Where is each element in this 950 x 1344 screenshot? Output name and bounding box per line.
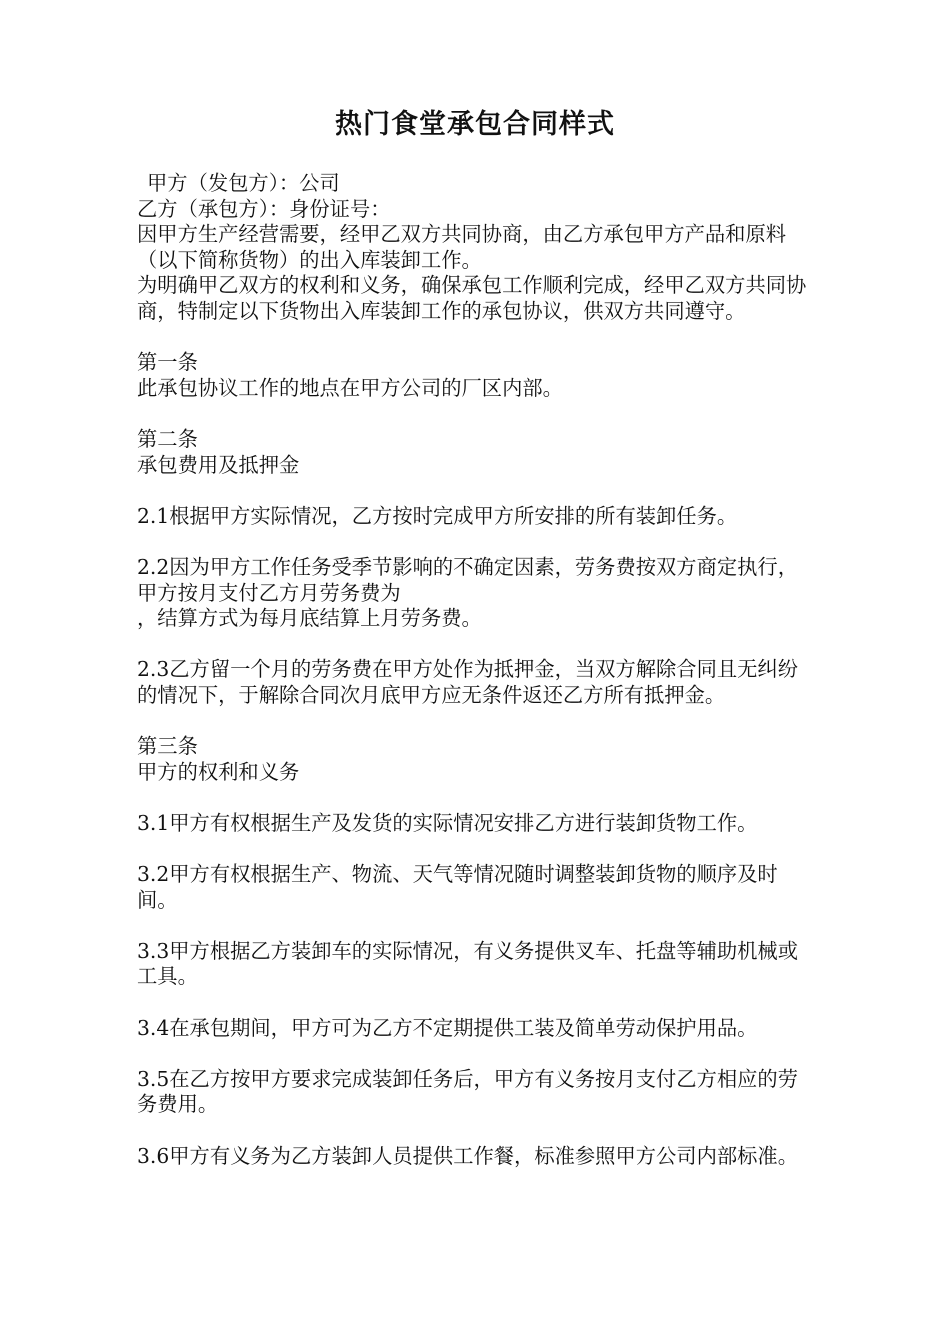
- blank-line: [137, 990, 817, 1016]
- document-title: 热门食堂承包合同样式: [335, 109, 615, 140]
- article-3-subtitle: 甲方的权利和义务: [137, 759, 300, 784]
- paragraph-intro: 因甲方生产经营需要，经甲乙双方共同协商，由乙方承包甲方产品和原料（以下简称货物）的出入库装卸工作。: [137, 222, 787, 272]
- clause-3-4: 3.4在承包期间，甲方可为乙方不定期提供工装及简单劳动保护用品。: [137, 1015, 758, 1040]
- paragraph-party-b: 乙方（承包方）：身份证号：: [137, 196, 391, 221]
- article-1-text: 此承包协议工作的地点在甲方公司的厂区内部。: [137, 375, 563, 400]
- clause-3-3: 3.3甲方根据乙方装卸车的实际情况，有义务提供叉车、托盘等辅助机械或工具。: [137, 938, 798, 989]
- blank-line: [137, 401, 817, 427]
- blank-line: [137, 1041, 817, 1067]
- article-2-subtitle: 承包费用及抵押金: [137, 452, 300, 477]
- document-body: [137, 171, 817, 1169]
- clause-2-2-continued: ，结算方式为每月底结算上月劳务费。: [137, 606, 482, 631]
- blank-line: [137, 529, 817, 555]
- clause-3-2: 3.2甲方有权根据生产、物流、天气等情况随时调整装卸货物的顺序及时间。: [137, 862, 778, 912]
- blank-line: [137, 325, 817, 351]
- blank-line: [137, 708, 817, 734]
- clause-3-1: 3.1甲方有权根据生产及发货的实际情况安排乙方进行装卸货物工作。: [137, 810, 758, 835]
- clause-2-3: 2.3乙方留一个月的劳务费在甲方处作为抵押金，当双方解除合同且无纠纷的情况下，于解除合同次月底甲方应无条件返还乙方所有抵押金。: [137, 657, 798, 707]
- article-1-heading: 第一条: [137, 350, 198, 375]
- blank-line: [137, 836, 817, 862]
- clause-3-5: 3.5在乙方按甲方要求完成装卸任务后，甲方有义务按月支付乙方相应的劳务费用。: [137, 1066, 798, 1117]
- paragraph-party-a: 甲方（发包方）：公司: [147, 171, 340, 195]
- blank-line: [137, 478, 817, 504]
- article-2-heading: 第二条: [137, 426, 198, 451]
- blank-line: [137, 913, 817, 939]
- blank-line: [137, 785, 817, 811]
- blank-line: [137, 1118, 817, 1144]
- clause-2-2: 2.2因为甲方工作任务受季节影响的不确定因素，劳务费按双方商定执行，甲方按月支付乙方月劳务费为: [137, 554, 798, 605]
- paragraph-purpose: 为明确甲乙双方的权利和义务，确保承包工作顺利完成，经甲乙双方共同协商，特制定以下货物出入库装卸工作的承包协议，供双方共同遵守。: [137, 273, 807, 323]
- blank-line: [137, 632, 817, 658]
- clause-2-1: 2.1根据甲方实际情况，乙方按时完成甲方所安排的所有装卸任务。: [137, 503, 738, 528]
- article-3-heading: 第三条: [137, 734, 198, 759]
- clause-3-6: 3.6甲方有义务为乙方装卸人员提供工作餐，标准参照甲方公司内部标准。: [137, 1143, 798, 1168]
